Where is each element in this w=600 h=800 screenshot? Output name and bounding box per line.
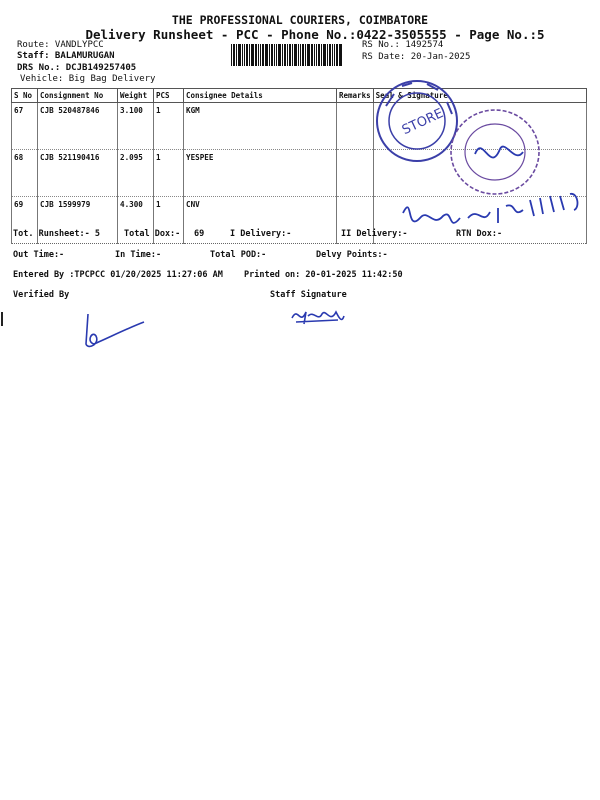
route-label: Route: VANDLYPCC — [17, 40, 104, 50]
rs-number: RS No.: 1492574 — [362, 40, 444, 50]
col-weight: Weight — [118, 89, 154, 103]
store-stamp-text: STORE — [399, 106, 446, 139]
in-time: In Time:- — [115, 250, 162, 260]
col-sno: S No — [12, 89, 38, 103]
cell-pcs: 1 — [154, 197, 184, 244]
table-header-row — [12, 89, 587, 103]
col-consignee: Consignee Details — [184, 89, 337, 103]
cell-consignee: CNV — [184, 197, 337, 244]
barcode — [231, 44, 355, 66]
verified-by-label: Verified By — [13, 290, 70, 300]
entered-by: Entered By :TPCPCC 01/20/2025 11:27:06 AM — [13, 270, 223, 280]
margin-mark — [1, 312, 3, 326]
cell-consignment: CJB 1599979 — [38, 197, 118, 244]
i-delivery: I Delivery:- — [230, 229, 292, 239]
cell-consignee: KGM — [184, 103, 337, 150]
staff-signature-label: Staff Signature — [270, 290, 347, 300]
cell-weight: 2.095 — [118, 150, 154, 197]
company-title: THE PROFESSIONAL COURIERS, COIMBATORE — [171, 13, 429, 27]
cell-consignment: CJB 521190416 — [38, 150, 118, 197]
runsheet-title: Delivery Runsheet - PCC - Phone No.:0422-3505555 - Page No.:5 — [85, 27, 545, 42]
rtn-dox: RTN Dox:- — [456, 229, 503, 239]
total-dox-label: Total Dox:- — [124, 229, 181, 239]
tot-runsheet: Tot. Runsheet:- 5 — [13, 229, 100, 239]
round-seal-stamp — [445, 104, 545, 199]
cell-remarks — [337, 150, 374, 197]
cell-sno: 68 — [12, 150, 38, 197]
total-dox-value: 69 — [194, 229, 205, 239]
cell-pcs: 1 — [154, 150, 184, 197]
staff-label: Staff: BALAMURUGAN — [17, 51, 115, 61]
col-remarks: Remarks — [337, 89, 374, 103]
verifier-signature — [78, 310, 148, 352]
cell-sno: 67 — [12, 103, 38, 150]
cell-pcs: 1 — [154, 103, 184, 150]
cell-weight: 4.300 — [118, 197, 154, 244]
col-pcs: PCS — [154, 89, 184, 103]
total-pod: Total POD:- — [210, 250, 267, 260]
cell-remarks — [337, 103, 374, 150]
handwritten-phone — [398, 188, 598, 248]
col-consignment: Consignment No — [38, 89, 118, 103]
cell-sno: 69 — [12, 197, 38, 244]
delvy-points: Delvy Points:- — [316, 250, 388, 260]
vehicle-label: Vehicle: Big Bag Delivery — [20, 74, 156, 84]
ii-delivery: II Delivery:- — [341, 229, 408, 239]
col-seal-signature: Seal & Signature — [373, 89, 586, 103]
printed-on: Printed on: 20-01-2025 11:42:50 — [244, 270, 403, 280]
cell-weight: 3.100 — [118, 103, 154, 150]
out-time: Out Time:- — [13, 250, 65, 260]
rs-date: RS Date: 20-Jan-2025 — [362, 52, 471, 62]
drs-number: DRS No.: DCJB149257405 — [17, 63, 137, 73]
staff-signature — [288, 302, 348, 330]
cell-consignment: CJB 520487846 — [38, 103, 118, 150]
cell-consignee: YESPEE — [184, 150, 337, 197]
